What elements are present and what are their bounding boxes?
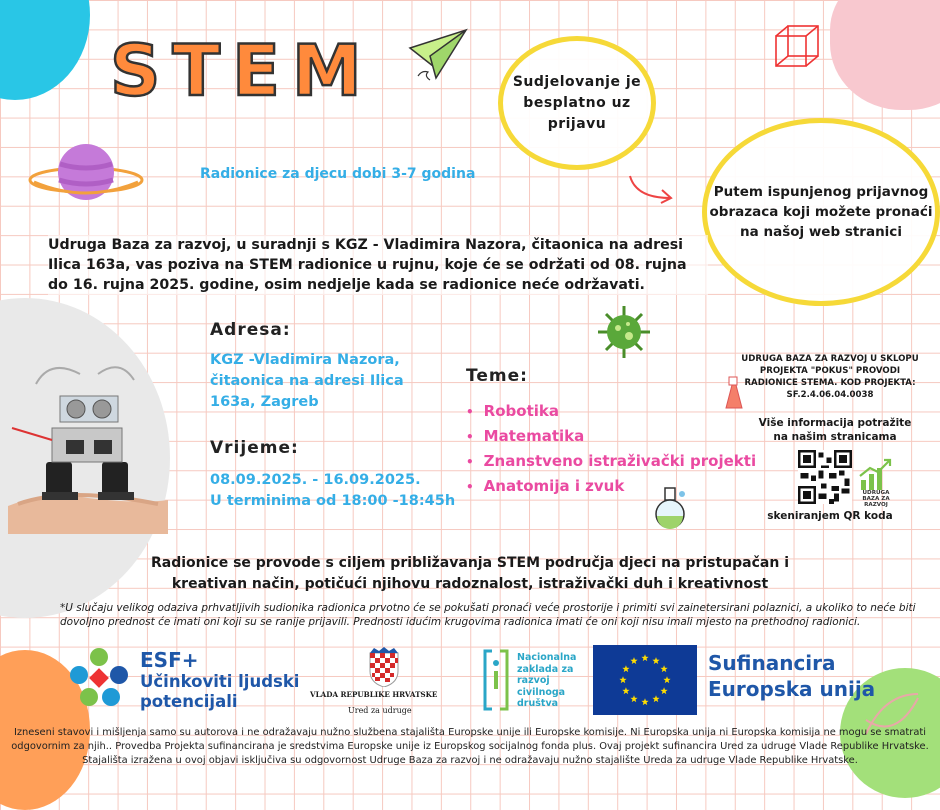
address-details: [210, 350, 404, 413]
esf-plus-title: ESF+: [140, 648, 199, 672]
footnote: *U slučaju velikog odaziva prhvatljivih sudionika radionica prvotno će se pokušati pronaći veće prostorije i primiti svi zainetersirani polaznici, a ukoliko to neće biti dovoljno prednost će imati oni koji su se ranije prijavili. Prednosti idućim krugovima radionica imati će oni koji nisu imali mjesto na prethodnoj radionici.: [60, 602, 916, 628]
paper-plane-icon: [408, 26, 470, 84]
time-heading: Vrijeme:: [210, 438, 299, 458]
virus-icon: [594, 304, 654, 360]
scan-qr-label: skeniranjem QR koda: [767, 510, 893, 522]
decor-blob-blue: [0, 0, 90, 100]
intro-text: Udruga Baza za razvoj, u suradnji s KGZ - Vladimira Nazora, čitaonica na adresi Ilica 163a, vas poziva na STEM radionice u rujnu, koje će se održati od 08. rujna do 16. rujna 2025. godine, osim nedjelje kada se radionice neće održavati.: [48, 235, 708, 295]
nz-line: civilnoga: [517, 686, 566, 698]
free-participation-bubble: Sudjelovanje je besplatno uz prijavu: [498, 36, 656, 170]
more-info-text: Više informacija potražite na našim stranicama: [758, 417, 912, 443]
robot-on-hand-image: [8, 356, 168, 534]
planet-icon: [26, 140, 146, 210]
decor-blob-pink: [830, 0, 940, 110]
topic-item: • Robotika: [466, 399, 756, 424]
eu-cofinanced-text: [708, 650, 875, 702]
topic-item: • Matematika: [466, 424, 756, 449]
esf-line: potencijali: [140, 692, 238, 711]
esf-line: Učinkoviti ljudski: [140, 672, 300, 691]
eu-flag-icon: [593, 645, 697, 715]
nz-line: društva: [517, 698, 559, 709]
address-line: čitaonica na adresi Ilica: [210, 373, 404, 389]
esf-logo-icon: [66, 645, 132, 711]
eu-line: Europska unija: [708, 677, 876, 701]
nz-bracket-logo: [482, 649, 510, 711]
association-logo-text: UDRUGA BAZA ZA RAZVOJ: [862, 490, 890, 508]
nz-line: zaklada za: [517, 663, 574, 675]
page-title: STEM: [110, 30, 374, 112]
flask-icon: [650, 486, 690, 530]
croatian-coat-of-arms-icon: [368, 647, 400, 687]
nz-line: Nacionalna: [517, 652, 577, 663]
topic-item: • Anatomija i zvuk: [466, 474, 756, 499]
esf-programme-name: [140, 672, 299, 712]
date-range: 08.09.2025. - 16.09.2025.: [210, 472, 421, 488]
address-line: 163a, Zagreb: [210, 394, 319, 410]
age-group: Radionice za djecu dobi 3-7 godina: [200, 166, 476, 182]
qr-code[interactable]: [798, 450, 852, 504]
time-slot: U terminima od 18:00 -18:45h: [210, 493, 456, 509]
eu-line: Sufinancira: [708, 651, 836, 675]
project-info: UDRUGA BAZA ZA RAZVOJ U SKLOPU PROJEKTA "POKUS" PROVODI RADIONICE STEMA. KOD PROJEKTA: SF.2.4.06.04.0038: [741, 354, 919, 400]
registration-form-bubble: Putem ispunjenog prijavnog obrazaca koji možete pronaći na našoj web stranici: [702, 118, 940, 306]
address-line: KGZ -Vladimira Nazora,: [210, 352, 400, 368]
nz-line: razvoj: [517, 675, 550, 686]
government-name: VLADA REPUBLIKE HRVATSKE: [310, 690, 438, 699]
nz-logo-text: [517, 652, 576, 710]
office-name: Ured za udruge: [348, 706, 412, 715]
goal-text: Radionice se provode s ciljem približavanja STEM područja djeci na pristupačan i kreativan način, potičući njihovu radoznalost, istraživački duh i kreativnost: [150, 555, 790, 592]
topics-heading: Teme:: [466, 366, 528, 386]
topics-list: [466, 399, 756, 499]
topic-item: • Znanstveno istraživački projekti: [466, 449, 756, 474]
time-details: [210, 470, 455, 512]
disclaimer-footer: Izneseni stavovi i mišljenja samo su autorova i ne odražavaju nužno službena stajališta Europske unije ili Europske komisije. Ni Europska unija ni Europska komisija ne mogu se smatrati odgovornim za njih.. Provedba Projekta sufinancirana je sredstvima Europske unije iz Europskog socijalnog fonda plus. Ovaj projekt sufinancira Ured za udruge Vlade Republike Hrvatske. Stajališta izražena u ovoj objavi isključiva su odgovornost Udruge Baza za razvoj i ne odražavaju nužno stajalište Ureda za udruge Vlade Republike Hrvatske.: [11, 727, 929, 766]
cube-icon: [772, 22, 824, 74]
address-heading: Adresa:: [210, 320, 291, 340]
arrow-right-icon: [628, 172, 676, 206]
